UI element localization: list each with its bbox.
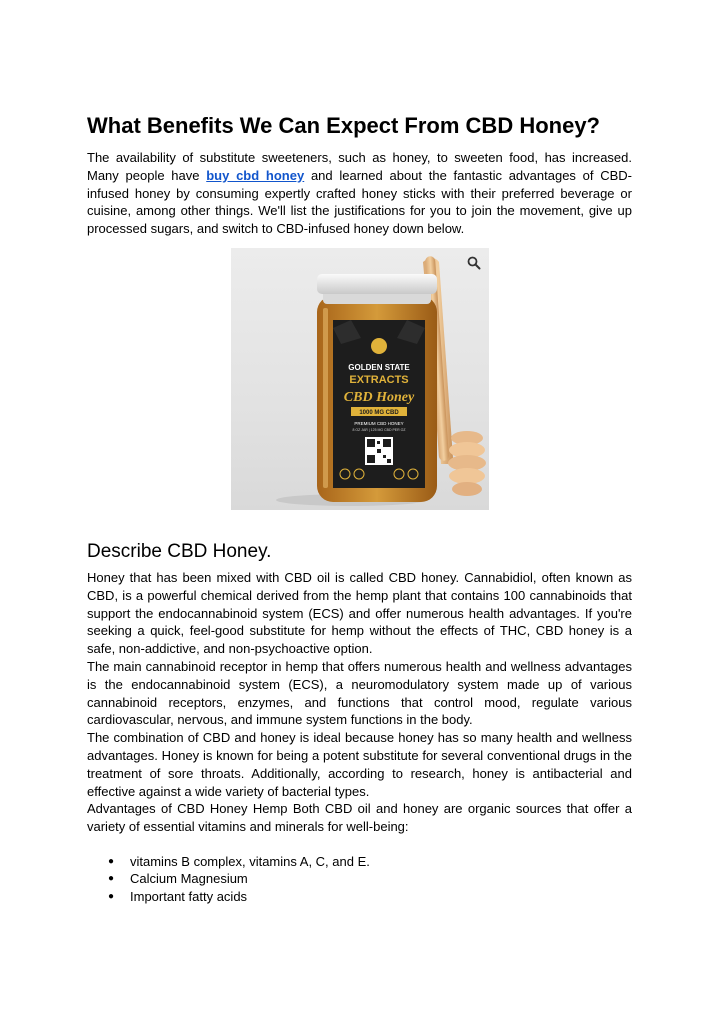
bullet-icon: ● (108, 890, 115, 902)
jar-subline1: PREMIUM CBD HONEY (353, 420, 404, 426)
bullet-icon: ● (108, 873, 115, 885)
intro-text-after-link: and learned about the fantastic advantages of CBD-infused honey by consuming expertly crafted honey sticks with their preferred beverage or cuisine, among other things. We'll list the justifications for you to join the movement, give up processed sugars, and switch to CBD-infused honey down below. (87, 167, 633, 237)
magnifier-icon[interactable] (467, 256, 481, 270)
intro-text-before-link: The availability of substitute sweeteners, such as honey, to sweeten food, has increased. Many people have (87, 150, 632, 183)
buy-cbd-honey-link[interactable]: buy cbd honey (206, 167, 305, 183)
jar-strength: 1000 MG CBD (358, 409, 399, 416)
list-item (108, 888, 632, 906)
article-heading: What Benefits We Can Expect From CBD Honey? (87, 113, 600, 138)
list-item (108, 870, 632, 888)
section-heading: Describe CBD Honey. (87, 540, 272, 562)
jar-brand-line2: EXTRACTS (348, 373, 409, 386)
body-paragraph: The combination of CBD and honey is ideal because honey has so many health and wellness advantages. Honey is known for being a potent substitute for several conventional drugs in the treatment of sore throats. Additionally, according to research, honey is antibacterial and effective against a wide variety of bacterial types. (87, 730, 632, 799)
jar-brand-line1: GOLDEN STATE (347, 362, 410, 372)
honey-jar-illustration (231, 248, 489, 510)
bullet-icon: ● (108, 855, 115, 867)
body-paragraph: Honey that has been mixed with CBD oil is called CBD honey. Cannabidiol, often known as CBD, is a powerful chemical derived from the hemp plant that contains 100 cannabinoids that support the endocannabinoid system (ECS) and offer numerous health advantages. If you're seeking a quick, feel-good substitute for hemp without the effects of THC, CBD honey is a safe, non-addictive, and non-psychoactive option. (87, 569, 632, 657)
list-item-text: vitamins B complex, vitamins A, C, and E. (130, 853, 370, 869)
section-body (87, 569, 632, 836)
benefits-list (87, 853, 632, 906)
honey-jar (317, 274, 437, 502)
body-paragraph: Advantages of CBD Honey Hemp Both CBD oil and honey are organic sources that offer a variety of essential vitamins and minerals for well-being: (87, 801, 632, 835)
document-body (87, 110, 632, 905)
list-item (108, 853, 632, 871)
product-image (231, 248, 489, 510)
jar-product-name: CBD Honey (343, 389, 414, 405)
list-item-text: Calcium Magnesium (130, 871, 248, 887)
intro-paragraph (87, 149, 632, 238)
jar-subline2: 8 OZ JAR | 125 MG CBD PER OZ (351, 427, 406, 432)
list-item-text: Important fatty acids (130, 888, 248, 904)
body-paragraph: The main cannabinoid receptor in hemp that offers numerous health and wellness advantages is the endocannabinoid system (ECS), a neuromodulatory system made up of various cannabinoid receptors, enzymes, and functions that control mood, regulate various cardiovascular, nervous, and immune system functions in the body. (87, 658, 632, 728)
qr-code (365, 437, 393, 465)
